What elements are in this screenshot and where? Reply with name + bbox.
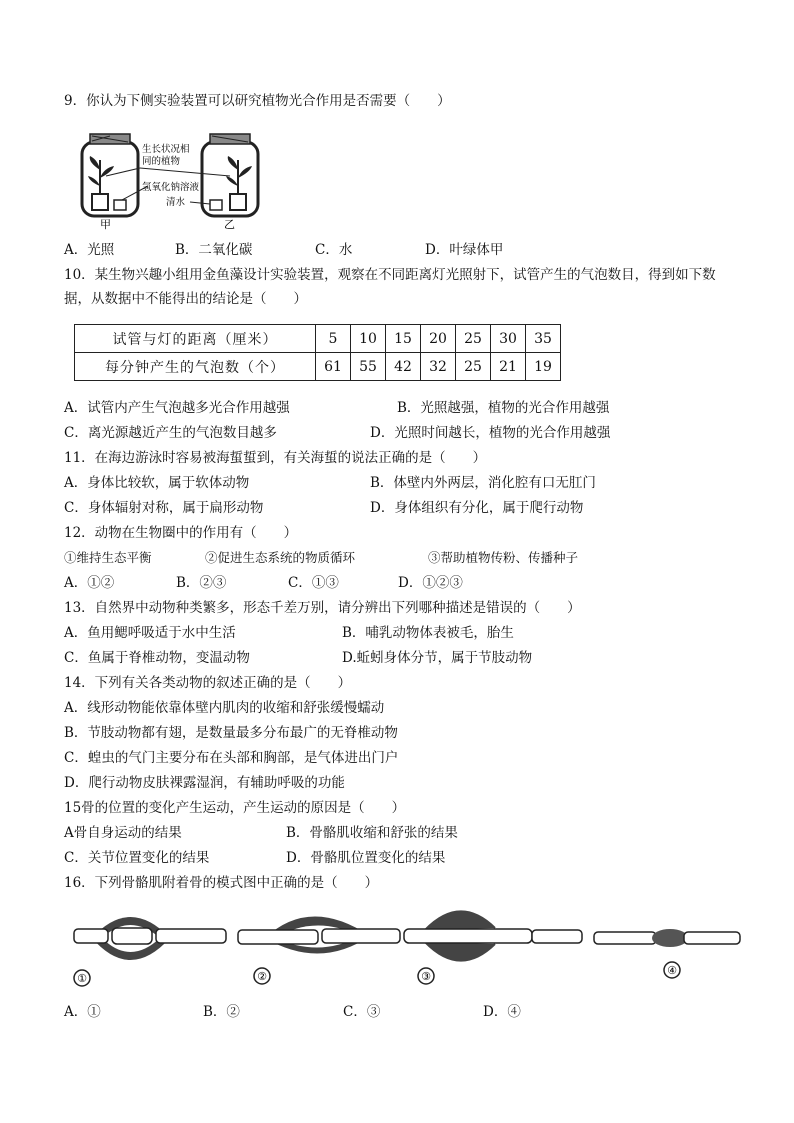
q16-diagram-3	[404, 911, 582, 984]
q13-option-c: C．鱼属于脊椎动物，变温动物	[64, 650, 250, 666]
table-row2-header: 每分钟产生的气泡数（个）	[75, 353, 316, 381]
q9-figure	[70, 130, 280, 230]
table-cell: 55	[351, 353, 386, 381]
table-row	[75, 325, 561, 353]
q14-option-c: C．蝗虫的气门主要分布在头部和胸部，是气体进出门户	[64, 750, 399, 766]
q16-label-3: ③	[421, 970, 431, 983]
q11-option-c: C．身体辐射对称，属于扁形动物	[64, 500, 264, 516]
q9-jar-right-label: 乙	[224, 218, 235, 230]
table-cell: 35	[526, 325, 561, 353]
table-cell: 5	[316, 325, 351, 353]
q11-option-d: D．身体组织有分化，属于爬行动物	[370, 500, 584, 516]
q12-item-2: ②促进生态系统的物质循环	[205, 550, 356, 565]
table-cell: 10	[351, 325, 386, 353]
q9-stem: 9．你认为下侧实验装置可以研究植物光合作用是否需要（ ）	[64, 93, 451, 109]
q10-stem-line1: 10．某生物兴趣小组用金鱼藻设计实验装置，观察在不同距离灯光照射下，试管产生的气泡数目，得到如下数	[64, 267, 716, 283]
q11-option-b: B．体壁内外两层，消化腔有口无肛门	[370, 475, 596, 491]
q16-option-a: A．①	[64, 1004, 101, 1020]
q13-option-b: B．哺乳动物体表被毛，胎生	[342, 625, 514, 641]
q16-option-d: D．④	[483, 1004, 521, 1020]
table-cell: 15	[386, 325, 421, 353]
q12-option-a: A．①②	[64, 575, 115, 591]
q14-stem: 14．下列有关各类动物的叙述正确的是（ ）	[64, 675, 352, 691]
q12-option-c: C．①③	[288, 575, 339, 591]
q9-option-d: D．叶绿体甲	[425, 242, 504, 258]
q14-option-a: A．线形动物能依靠体壁内肌肉的收缩和舒张缓慢蠕动	[64, 700, 385, 716]
q13-option-a: A．鱼用鳃呼吸适于水中生活	[64, 625, 236, 641]
q10-data-table	[74, 324, 561, 381]
q9-option-a: A．光照	[64, 242, 115, 258]
q10-option-c: C．离光源越近产生的气泡数目越多	[64, 425, 277, 441]
q16-diagram-4	[594, 929, 740, 978]
table-cell: 42	[386, 353, 421, 381]
q16-label-4: ④	[667, 964, 677, 977]
q12-stem: 12．动物在生物圈中的作用有（ ）	[64, 525, 298, 541]
table-cell: 19	[526, 353, 561, 381]
table-cell: 20	[421, 325, 456, 353]
q12-option-b: B．②③	[176, 575, 227, 591]
q16-stem: 16．下列骨骼肌附着骨的模式图中正确的是（ ）	[64, 875, 379, 891]
table-cell: 61	[316, 353, 351, 381]
q15-stem: 15骨的位置的变化产生运动，产生运动的原因是（ ）	[64, 800, 406, 816]
q15-option-a: A骨自身运动的结果	[64, 825, 182, 841]
table-row	[75, 353, 561, 381]
q12-option-d: D．①②③	[398, 575, 463, 591]
q16-label-1: ①	[77, 972, 87, 985]
table-cell: 30	[491, 325, 526, 353]
q16-option-b: B．②	[203, 1004, 240, 1020]
q9-label-water: 清水	[166, 197, 186, 208]
q15-option-d: D．骨骼肌位置变化的结果	[286, 850, 446, 866]
q10-option-d: D．光照时间越长，植物的光合作用越强	[370, 425, 611, 441]
q16-option-c: C．③	[343, 1004, 381, 1020]
q13-stem: 13．自然界中动物种类繁多，形态千差万别，请分辨出下列哪种描述是错误的（ ）	[64, 600, 581, 616]
table-cell: 21	[491, 353, 526, 381]
table-cell: 25	[456, 353, 491, 381]
q12-item-3: ③帮助植物传粉、传播种子	[428, 550, 579, 565]
q9-label-naoh: 氢氧化钠溶液	[142, 182, 200, 193]
table-row1-header: 试管与灯的距离（厘米）	[75, 325, 316, 353]
q9-option-c: C．水	[315, 242, 353, 258]
q12-item-1: ①维持生态平衡	[64, 550, 152, 565]
q9-jar-left-label: 甲	[100, 218, 111, 230]
q15-option-c: C．关节位置变化的结果	[64, 850, 210, 866]
table-cell: 32	[421, 353, 456, 381]
q10-stem-line2: 据，从数据中不能得出的结论是（ ）	[64, 291, 307, 307]
q9-label-plant: 生长状况相	[142, 144, 190, 155]
q9-label-plant2: 同的植物	[142, 156, 181, 167]
table-cell: 25	[456, 325, 491, 353]
q10-option-b: B．光照越强，植物的光合作用越强	[397, 400, 610, 416]
q11-stem: 11．在海边游泳时容易被海蜇蜇到，有关海蜇的说法正确的是（ ）	[64, 450, 487, 466]
q16-diagram-1	[74, 917, 226, 986]
q16-figure	[70, 898, 750, 998]
q15-option-b: B．骨骼肌收缩和舒张的结果	[286, 825, 458, 841]
q13-option-d: D.蚯蚓身体分节，属于节肢动物	[342, 650, 533, 666]
q16-diagram-2	[238, 916, 400, 984]
q14-option-b: B．节肢动物都有翅，是数量最多分布最广的无脊椎动物	[64, 725, 398, 741]
q10-option-a: A．试管内产生气泡越多光合作用越强	[64, 400, 290, 416]
q14-option-d: D．爬行动物皮肤裸露湿润，有辅助呼吸的功能	[64, 775, 345, 791]
q11-option-a: A．身体比较软，属于软体动物	[64, 475, 250, 491]
q9-option-b: B．二氧化碳	[175, 242, 253, 258]
q16-label-2: ②	[257, 970, 267, 983]
